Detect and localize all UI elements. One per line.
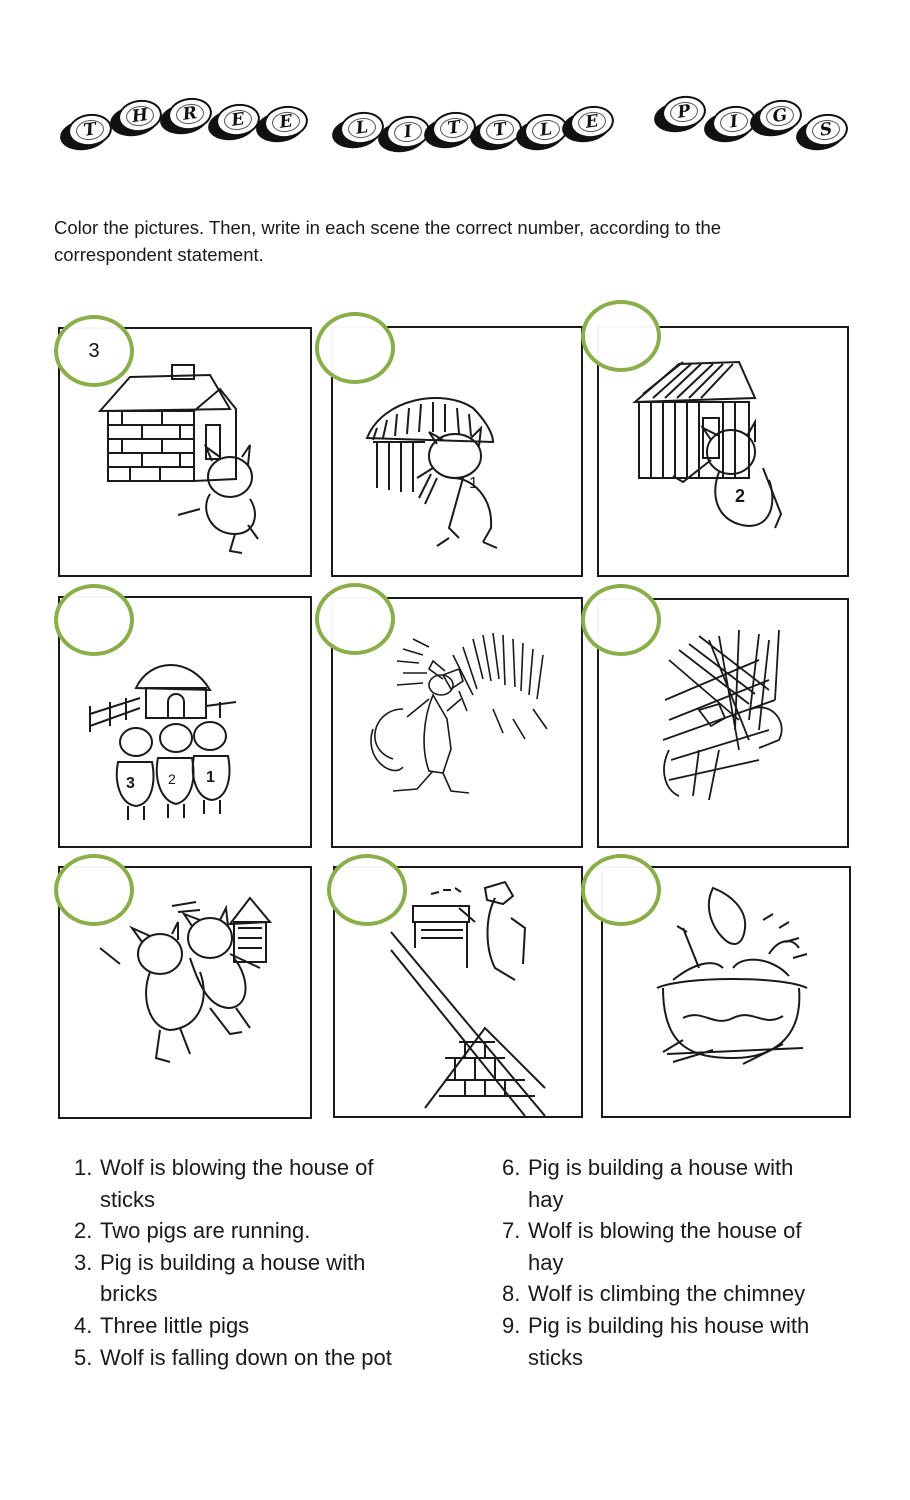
statement-text: Wolf is climbing the chimney <box>528 1281 806 1307</box>
statement-text-continued: hay <box>528 1186 564 1212</box>
answer-circle[interactable] <box>315 312 395 384</box>
statement-text: Wolf is blowing the house of <box>100 1155 374 1180</box>
svg-text:2: 2 <box>735 486 746 506</box>
answer-circle[interactable] <box>54 584 134 656</box>
svg-text:1: 1 <box>206 769 215 786</box>
statement-number: 8. <box>502 1281 521 1307</box>
answer-circle[interactable] <box>581 854 661 926</box>
statement-number: 6. <box>502 1155 521 1180</box>
title-letter-bead: R <box>166 98 210 132</box>
statement-number: 7. <box>502 1218 521 1244</box>
statement-text: Wolf is falling down on the pot <box>100 1344 392 1370</box>
statement-number: 1. <box>74 1155 93 1180</box>
statement-item <box>54 1152 454 1215</box>
title-letter-bead: E <box>214 104 258 138</box>
scene-panel-8 <box>333 866 583 1118</box>
title-letter-bead: I <box>384 116 428 150</box>
statement-number: 3. <box>74 1249 93 1275</box>
statement-text-continued: bricks <box>100 1281 158 1307</box>
title-letter-bead: I <box>710 106 754 140</box>
worksheet-title <box>58 92 858 162</box>
statement-text-continued: hay <box>528 1249 564 1275</box>
statement-text-continued: sticks <box>528 1344 583 1370</box>
title-letter-bead: E <box>568 106 612 140</box>
title-letter-bead: S <box>802 114 846 148</box>
statement-text: Three little pigs <box>100 1312 250 1338</box>
statement-text: Pig is building a house with <box>100 1249 366 1275</box>
title-letter-bead: H <box>116 100 160 134</box>
statement-number: 4. <box>74 1312 93 1338</box>
statements-left <box>54 1152 454 1373</box>
scene-panel-9 <box>601 866 851 1118</box>
svg-text:1: 1 <box>469 475 478 492</box>
scene-panel-7 <box>58 866 312 1119</box>
answer-circle[interactable]: 3 <box>54 315 134 387</box>
statement-item <box>482 1310 882 1373</box>
statement-text: Wolf is blowing the house of <box>528 1218 802 1244</box>
title-letter-bead: L <box>338 112 382 146</box>
title-letter-bead: L <box>522 114 566 148</box>
scene-panel-1 <box>58 327 312 577</box>
statement-number: 9. <box>502 1312 521 1338</box>
scene-panel-6 <box>597 598 849 848</box>
statement-item <box>54 1310 454 1342</box>
statement-item <box>482 1152 882 1215</box>
answer-circle[interactable] <box>581 300 661 372</box>
svg-text:3: 3 <box>126 775 135 792</box>
statements-right <box>482 1152 882 1373</box>
statement-number: 5. <box>74 1344 93 1370</box>
title-letter-bead: G <box>756 100 800 134</box>
title-letter-bead: T <box>430 112 474 146</box>
statement-text: Pig is building a house with <box>528 1155 794 1180</box>
title-letter-bead: T <box>66 114 110 148</box>
statement-text: Two pigs are running. <box>100 1218 311 1244</box>
statement-item <box>54 1215 454 1247</box>
title-letter-bead: P <box>660 96 704 130</box>
svg-text:2: 2 <box>168 771 176 787</box>
answer-circle[interactable] <box>581 584 661 656</box>
answer-circle[interactable] <box>54 854 134 926</box>
answer-circle[interactable] <box>327 854 407 926</box>
statement-item <box>54 1342 454 1374</box>
title-letter-bead: T <box>476 114 520 148</box>
instructions-text: Color the pictures. Then, write in each scene the correct number, according to the correspondent statement. <box>54 217 722 265</box>
scene-panel-3 <box>597 326 849 577</box>
scene-panel-4 <box>58 596 312 848</box>
statement-text-continued: sticks <box>100 1186 155 1212</box>
scene-panel-5 <box>331 597 583 848</box>
statement-number: 2. <box>74 1218 93 1244</box>
statement-item <box>54 1247 454 1310</box>
title-letter-bead: E <box>262 106 306 140</box>
answer-circle[interactable] <box>315 583 395 655</box>
statement-text: Pig is building his house with <box>528 1312 810 1338</box>
statement-item <box>482 1215 882 1278</box>
scene-panel-2 <box>331 326 583 577</box>
statement-item <box>482 1278 882 1310</box>
